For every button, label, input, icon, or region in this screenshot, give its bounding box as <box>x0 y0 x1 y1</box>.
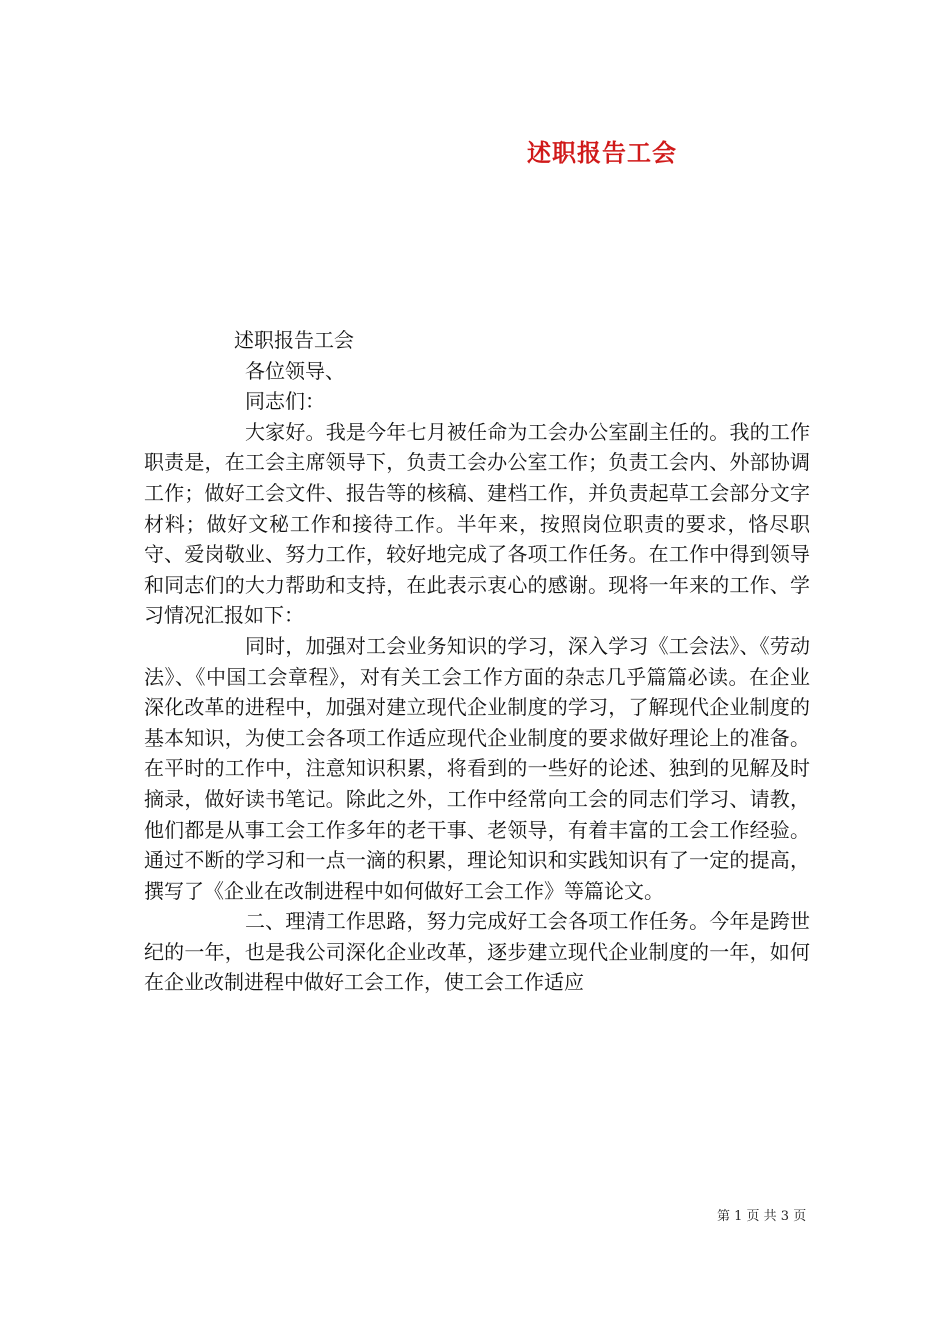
body-paragraph-3: 二、理清工作思路，努力完成好工会各项工作任务。今年是跨世纪的一年，也是我公司深化企业改革，逐步建立现代企业制度的一年，如何在企业改制进程中做好工会工作，使工会工作适应 <box>144 909 810 995</box>
salutation-line-2: 同志们： <box>245 389 325 414</box>
document-body <box>144 325 810 998</box>
body-paragraph-2: 同时，加强对工会业务知识的学习，深入学习《工会法》、《劳动法》、《中国工会章程》，对有关工会工作方面的杂志几乎篇篇必读。在企业深化改革的进程中，加强对建立现代企业制度的学习，了解现代企业制度的基本知识，为使工会各项工作适应现代企业制度的要求做好理论上的准备。在平时的工作中，注意知识积累，将看到的一些好的论述、独到的见解及时摘录，做好读书笔记。除此之外，工作中经常向工会的同志们学习、请教，他们都是从事工会工作多年的老干事、老领导，有着丰富的工会工作经验。通过不断的学习和一点一滴的积累，理论知识和实践知识有了一定的提高，撰写了《企业在改制进程中如何做好工会工作》等篇论文。 <box>144 633 810 903</box>
body-paragraph-1: 大家好。我是今年七月被任命为工会办公室副主任的。我的工作职责是，在工会主席领导下，负责工会办公室工作；负责工会内、外部协调工作；做好工会文件、报告等的核稿、建档工作，并负责起草工会部分文字材料；做好文秘工作和接待工作。半年来，按照岗位职责的要求，恪尽职守、爱岗敬业、努力工作，较好地完成了各项工作任务。在工作中得到领导和同志们的大力帮助和支持，在此表示衷心的感谢。现将一年来的工作、学习情况汇报如下： <box>144 419 810 628</box>
document-subtitle: 述职报告工会 <box>234 328 354 352</box>
page-number-indicator: 第 1 页 共 3 页 <box>717 1209 807 1224</box>
salutation-line-1: 各位领导、 <box>245 358 345 383</box>
page-title: 述职报告工会 <box>527 138 677 167</box>
